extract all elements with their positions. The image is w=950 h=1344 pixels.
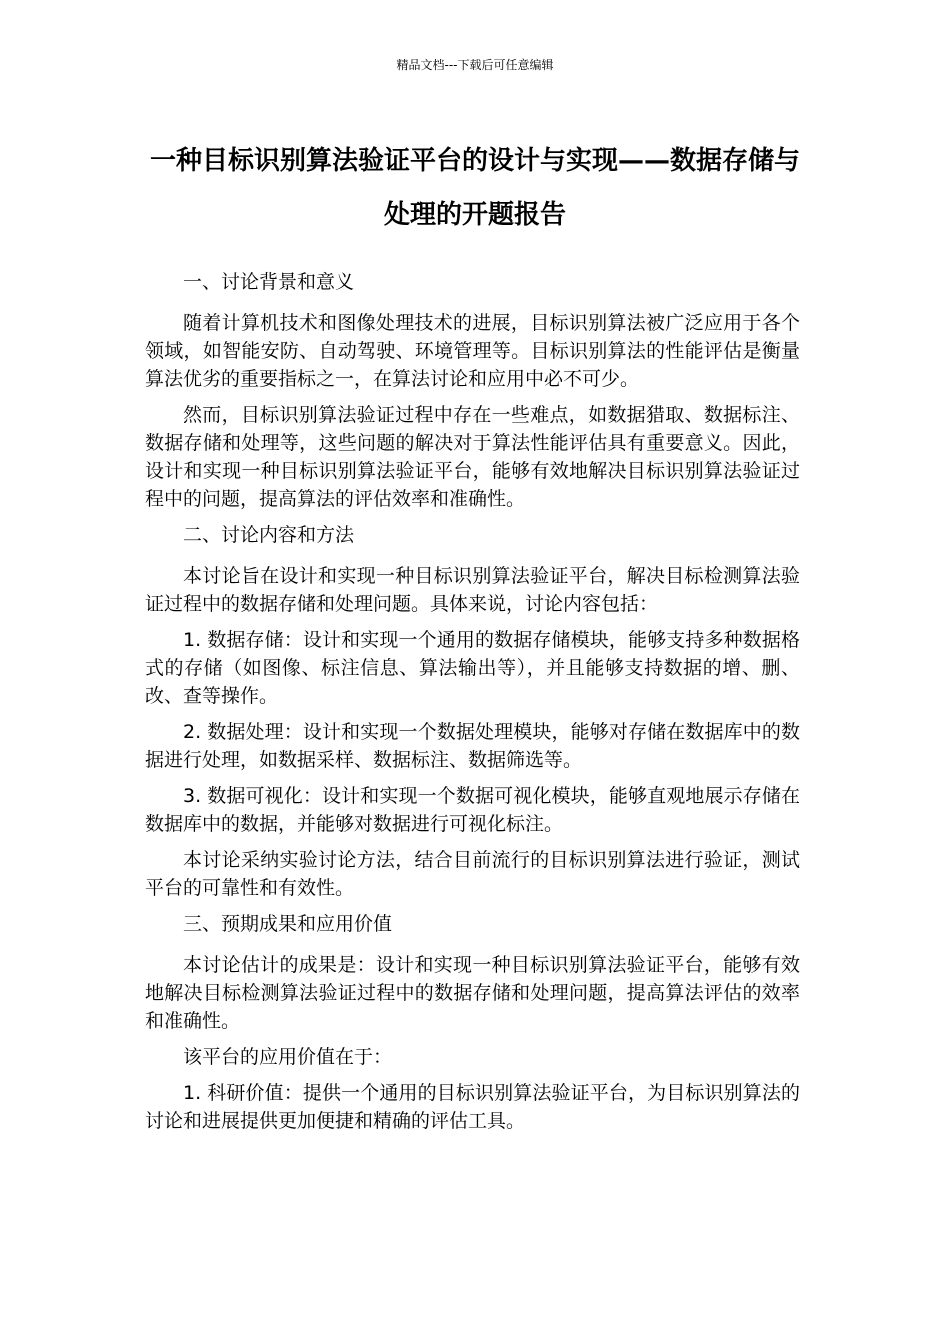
list-item: 2. 数据处理：设计和实现一个数据处理模块，能够对存储在数据库中的数据进行处理，如数据采样、数据标注、数据筛选等。 (145, 721, 800, 771)
paragraph: 本讨论采纳实验讨论方法，结合目前流行的目标识别算法进行验证，测试平台的可靠性和有效性。 (145, 849, 800, 899)
page-header-note: 精品文档---下载后可任意编辑 (396, 58, 554, 72)
document-title: 一种目标识别算法验证平台的设计与实现——数据存储与处理的开题报告 (149, 146, 800, 230)
paragraph: 本讨论估计的成果是：设计和实现一种目标识别算法验证平台，能够有效地解决目标检测算法验证过程中的数据存储和处理问题，提高算法评估的效率和准确性。 (145, 954, 800, 1032)
section-heading-1: 一、讨论背景和意义 (183, 271, 355, 293)
document-body (145, 268, 800, 1143)
section-heading-2: 二、讨论内容和方法 (183, 524, 355, 546)
list-item: 3. 数据可视化：设计和实现一个数据可视化模块，能够直观地展示存储在数据库中的数据，并能够对数据进行可视化标注。 (145, 785, 800, 835)
list-item: 1. 数据存储：设计和实现一个通用的数据存储模块，能够支持多种数据格式的存储（如图像、标注信息、算法输出等），并且能够支持数据的增、删、改、查等操作。 (145, 629, 800, 707)
section-heading-3: 三、预期成果和应用价值 (183, 913, 393, 935)
paragraph: 随着计算机技术和图像处理技术的进展，目标识别算法被广泛应用于各个领域，如智能安防、自动驾驶、环境管理等。目标识别算法的性能评估是衡量算法优劣的重要指标之一，在算法讨论和应用中必不可少。 (145, 312, 800, 390)
paragraph: 该平台的应用价值在于： (183, 1046, 393, 1068)
paragraph: 然而，目标识别算法验证过程中存在一些难点，如数据猎取、数据标注、数据存储和处理等，这些问题的解决对于算法性能评估具有重要意义。因此，设计和实现一种目标识别算法验证平台，能够有效地解决目标识别算法验证过程中的问题，提高算法的评估效率和准确性。 (145, 404, 800, 510)
list-item: 1. 科研价值：提供一个通用的目标识别算法验证平台，为目标识别算法的讨论和进展提供更加便捷和精确的评估工具。 (145, 1082, 800, 1132)
paragraph: 本讨论旨在设计和实现一种目标识别算法验证平台，解决目标检测算法验证过程中的数据存储和处理问题。具体来说，讨论内容包括： (145, 565, 800, 615)
